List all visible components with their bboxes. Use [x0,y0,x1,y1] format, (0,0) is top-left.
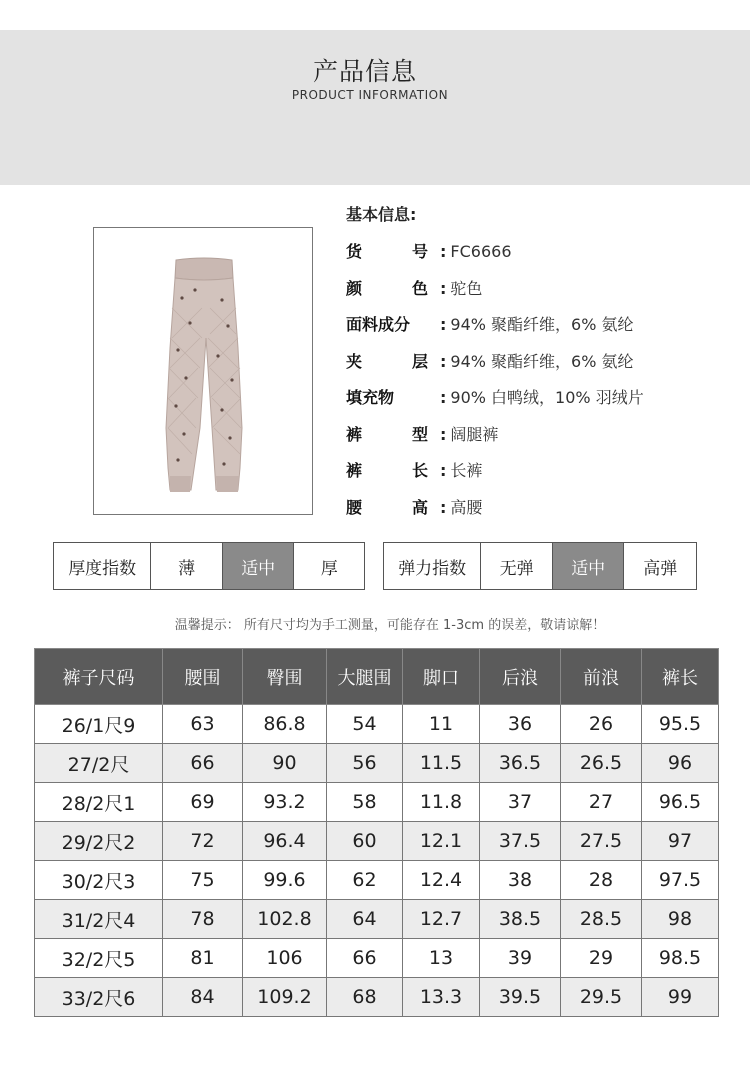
table-cell: 38.5 [480,900,561,939]
size-table-header-cell: 脚口 [403,649,480,705]
measurement-note: 温馨提示： 所有尺寸均为手工测量，可能存在 1-3cm 的误差，敬请谅解！ [174,618,606,633]
table-cell: 29.5 [561,978,642,1017]
table-cell: 72 [163,822,243,861]
table-cell: 37 [480,783,561,822]
table-cell: 69 [163,783,243,822]
info-key: 颜色 [346,278,428,298]
table-cell: 28.5 [561,900,642,939]
info-separator: : [440,315,447,334]
table-cell: 63 [163,705,243,744]
table-cell: 39.5 [480,978,561,1017]
table-row [35,900,719,939]
table-row [35,705,719,744]
elasticity-index [383,542,697,590]
info-row [346,494,746,522]
table-cell: 13.3 [403,978,480,1017]
table-cell: 12.7 [403,900,480,939]
info-separator: : [440,351,447,371]
info-value: 94% 聚酯纤维，6% 氨纶 [450,315,634,334]
table-cell: 64 [327,900,403,939]
size-table-header-cell: 裤长 [642,649,719,705]
table-cell: 86.8 [243,705,327,744]
info-value: FC6666 [450,242,512,261]
table-cell: 12.1 [403,822,480,861]
info-key: 面料成分 [346,315,411,334]
table-cell: 11 [403,705,480,744]
info-key: 夹层 [346,351,428,371]
elasticity-option-none: 无弹 [481,543,553,589]
table-row [35,978,719,1017]
info-value: 阔腿裤 [450,424,499,444]
table-cell: 93.2 [243,783,327,822]
table-cell: 33/2尺6 [35,978,163,1017]
elasticity-label: 弹力指数 [384,543,481,589]
table-cell: 90 [243,744,327,783]
table-cell: 26.5 [561,744,642,783]
info-key: 裤长 [346,461,428,480]
table-cell: 81 [163,939,243,978]
table-cell: 32/2尺5 [35,939,163,978]
info-row [346,311,746,339]
info-separator: : [440,424,447,444]
info-row [346,275,746,303]
thickness-option-thick: 厚 [320,558,338,579]
table-cell: 97 [642,822,719,861]
table-cell: 95.5 [642,705,719,744]
table-row [35,783,719,822]
table-cell: 98 [642,900,719,939]
table-cell: 54 [327,705,403,744]
info-row [346,384,746,412]
elasticity-option-high: 高弹 [643,558,678,579]
info-separator: : [440,461,447,480]
table-cell: 98.5 [642,939,719,978]
info-value: 长裤 [450,461,483,480]
info-separator: : [440,278,447,298]
table-cell: 66 [327,939,403,978]
size-table-header-cell: 裤子尺码 [35,649,163,705]
table-cell: 102.8 [243,900,327,939]
info-value: 驼色 [450,278,483,298]
table-cell: 11.8 [403,783,480,822]
size-table-header-cell: 大腿围 [327,649,403,705]
table-cell: 68 [327,978,403,1017]
info-value: 94% 聚酯纤维，6% 氨纶 [450,351,634,371]
info-key: 货号 [346,242,428,261]
basic-info-heading: 基本信息: [346,205,417,224]
table-cell: 28/2尺1 [35,783,163,822]
info-row [346,457,746,485]
table-cell: 27/2尺 [35,744,163,783]
table-cell: 31/2尺4 [35,900,163,939]
size-table-body [35,705,719,1017]
info-row [346,348,746,376]
table-cell: 37.5 [480,822,561,861]
table-cell: 78 [163,900,243,939]
table-cell: 27.5 [561,822,642,861]
info-value: 90% 白鸭绒，10% 羽绒片 [450,388,644,407]
table-cell: 56 [327,744,403,783]
table-cell: 60 [327,822,403,861]
table-cell: 38 [480,861,561,900]
info-key: 填充物 [346,388,395,407]
table-cell: 26 [561,705,642,744]
table-cell: 13 [403,939,480,978]
basic-info [346,200,746,230]
table-cell: 11.5 [403,744,480,783]
thickness-option-medium: 适中 [223,543,295,589]
table-cell: 97.5 [642,861,719,900]
product-photo [93,227,313,515]
table-cell: 96 [642,744,719,783]
thickness-label: 厚度指数 [54,543,151,589]
info-key: 裤型 [346,424,428,444]
table-cell: 28 [561,861,642,900]
table-cell: 39 [480,939,561,978]
thickness-option-thin: 薄 [151,543,223,589]
size-table-header-cell: 前浪 [561,649,642,705]
table-cell: 62 [327,861,403,900]
table-row [35,939,719,978]
table-cell: 12.4 [403,861,480,900]
size-table [34,648,719,1017]
table-cell: 29/2尺2 [35,822,163,861]
table-cell: 58 [327,783,403,822]
table-row [35,744,719,783]
table-cell: 109.2 [243,978,327,1017]
table-row [35,861,719,900]
table-cell: 99 [642,978,719,1017]
table-cell: 30/2尺3 [35,861,163,900]
section-title: 产品信息 [312,57,417,86]
size-table-header-cell: 腰围 [163,649,243,705]
thickness-index [53,542,365,590]
table-cell: 66 [163,744,243,783]
info-separator: : [440,388,447,407]
size-table-header-cell: 后浪 [480,649,561,705]
size-table-header [35,649,719,705]
size-table-header-cell: 臀围 [243,649,327,705]
info-value: 高腰 [450,497,483,517]
info-row [346,238,746,266]
table-cell: 96.5 [642,783,719,822]
table-cell: 75 [163,861,243,900]
table-cell: 96.4 [243,822,327,861]
table-cell: 26/1尺9 [35,705,163,744]
table-cell: 106 [243,939,327,978]
elasticity-option-medium: 适中 [553,543,625,589]
table-row [35,822,719,861]
table-cell: 27 [561,783,642,822]
pants-illustration [94,228,312,514]
info-key: 腰高 [346,497,428,517]
section-subtitle: PRODUCT INFORMATION [291,88,449,102]
table-cell: 29 [561,939,642,978]
info-separator: : [440,497,447,517]
table-cell: 99.6 [243,861,327,900]
table-cell: 84 [163,978,243,1017]
table-cell: 36.5 [480,744,561,783]
table-cell: 36 [480,705,561,744]
info-separator: : [440,242,447,261]
info-row [346,421,746,449]
